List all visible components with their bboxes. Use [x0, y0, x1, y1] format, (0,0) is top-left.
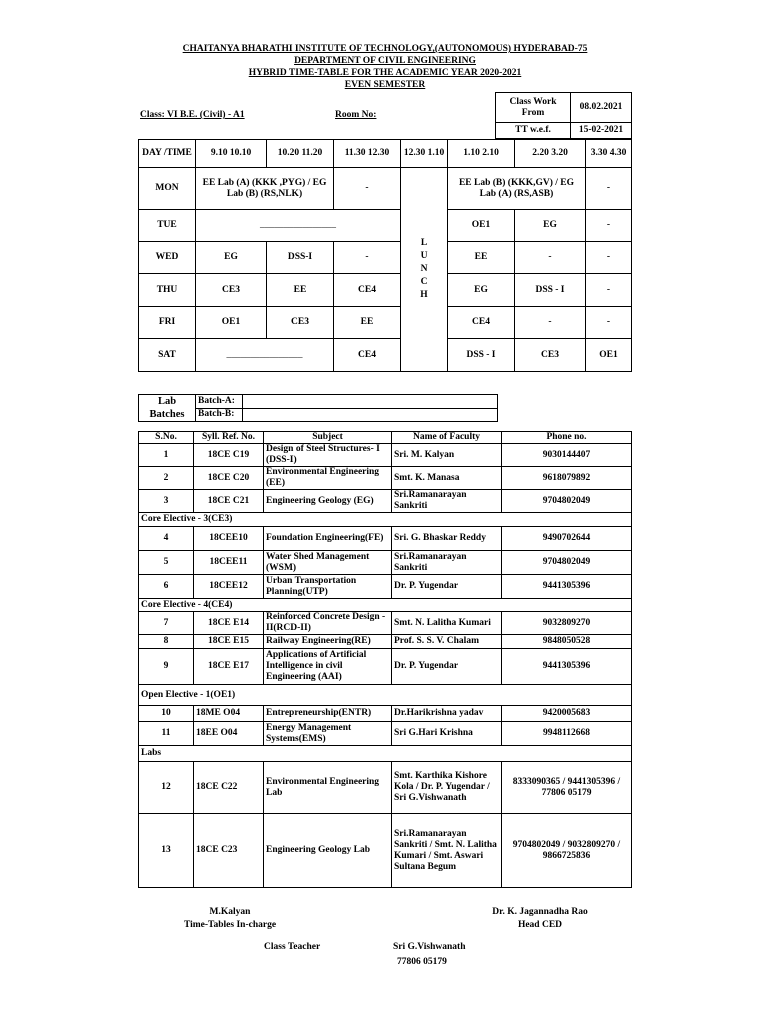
- time-row: [139, 140, 632, 168]
- subject: Energy Management Systems(EMS): [264, 722, 392, 746]
- class-label: Class: VI B.E. (Civil) - A1: [140, 110, 245, 120]
- syll-ref: 18CEE10: [194, 527, 264, 551]
- subject: Applications of Artificial Intelligence in civil Engineering (AAI): [264, 649, 392, 685]
- row-tue: [139, 210, 632, 242]
- phone: 9618079892: [502, 467, 632, 490]
- incharge-name: M.Kalyan: [209, 907, 251, 917]
- header-subject: Subject: [264, 432, 392, 444]
- row-sat: [139, 339, 632, 372]
- room-label: Room No:: [335, 110, 377, 120]
- phone: 9704802049 / 9032809270 / 9866725836: [502, 814, 632, 888]
- department-title: DEPARTMENT OF CIVIL ENGINEERING: [294, 56, 476, 66]
- phone: 9420005683: [502, 706, 632, 722]
- core-elective-4-label: Core Elective - 4(CE4): [139, 599, 632, 612]
- syll-ref: 18CE C23: [194, 814, 264, 888]
- batch-a-label: Batch-A:: [196, 395, 243, 409]
- lab-batches-table: [138, 394, 498, 422]
- syll-ref: 18CE E17: [194, 649, 264, 685]
- head-of-department: [470, 906, 610, 932]
- table-row: [139, 527, 632, 551]
- faculty: Smt. Karthika Kishore Kola / Dr. P. Yugendar / Sri G.Vishwanath: [392, 762, 502, 814]
- day-tue: TUE: [139, 210, 196, 242]
- mon-morning-lab: EE Lab (A) (KKK ,PYG) / EG Lab (B) (RS,NLK): [196, 168, 334, 210]
- syll-ref: 18CE C22: [194, 762, 264, 814]
- core-elective-3-label: Core Elective - 3(CE3): [139, 513, 632, 527]
- faculty: Smt. K. Manasa: [392, 467, 502, 490]
- tue-slot-6: EG: [515, 210, 586, 242]
- day-time-header: DAY /TIME: [139, 140, 196, 168]
- subjects-header-row: [139, 432, 632, 444]
- tue-slot-7: -: [586, 210, 632, 242]
- sno: 13: [139, 814, 194, 888]
- header-faculty: Name of Faculty: [392, 432, 502, 444]
- wed-slot-7: -: [586, 242, 632, 274]
- faculty: Sri.Ramanarayan Sankriti: [392, 490, 502, 513]
- sno: 9: [139, 649, 194, 685]
- mon-afternoon-lab: EE Lab (B) (KKK,GV) / EG Lab (A) (RS,ASB): [448, 168, 586, 210]
- class-teacher-phone: 77806 05179: [397, 957, 447, 967]
- lunch-letter: N: [420, 264, 428, 274]
- tue-slot-5: OE1: [448, 210, 515, 242]
- table-row: [139, 551, 632, 575]
- subject: Engineering Geology (EG): [264, 490, 392, 513]
- institute-title: CHAITANYA BHARATHI INSTITUTE OF TECHNOLOGY,(AUTONOMOUS) HYDERABAD-75: [182, 44, 588, 54]
- header-phone: Phone no.: [502, 432, 632, 444]
- table-row: [139, 467, 632, 490]
- day-sat: SAT: [139, 339, 196, 372]
- table-row: [139, 635, 632, 649]
- time-slot-5: 1.10 2.10: [448, 140, 515, 168]
- syll-ref: 18CE C21: [194, 490, 264, 513]
- time-slot-4: 12.30 1.10: [401, 140, 448, 168]
- subject: Railway Engineering(RE): [264, 635, 392, 649]
- lab-batches-label: Lab Batches: [139, 395, 196, 422]
- mon-slot-7: -: [586, 168, 632, 210]
- table-row: [139, 762, 632, 814]
- subject: Engineering Geology Lab: [264, 814, 392, 888]
- header-sno: S.No.: [139, 432, 194, 444]
- syll-ref: 18CE E14: [194, 612, 264, 635]
- row-mon: [139, 168, 632, 210]
- time-slot-1: 9.10 10.10: [196, 140, 267, 168]
- mon-slot-3: -: [334, 168, 401, 210]
- table-row: [139, 575, 632, 599]
- day-fri: FRI: [139, 307, 196, 339]
- wed-slot-5: EE: [448, 242, 515, 274]
- table-row: [139, 444, 632, 467]
- sno: 4: [139, 527, 194, 551]
- tt-date: 15-02-2021: [571, 123, 632, 139]
- row-fri: [139, 307, 632, 339]
- classwork-label: Class Work From: [496, 93, 571, 123]
- thu-slot-3: CE4: [334, 274, 401, 307]
- section-row: [139, 599, 632, 612]
- subject: Design of Steel Structures- I (DSS-I): [264, 444, 392, 467]
- semester-title: EVEN SEMESTER: [344, 80, 426, 90]
- phone: 9848050528: [502, 635, 632, 649]
- sno: 8: [139, 635, 194, 649]
- faculty: Dr. P. Yugendar: [392, 575, 502, 599]
- sno: 12: [139, 762, 194, 814]
- sno: 3: [139, 490, 194, 513]
- phone: 9030144407: [502, 444, 632, 467]
- sat-morning-blank: ________________: [196, 339, 334, 372]
- phone: 9704802049: [502, 490, 632, 513]
- table-row: [139, 490, 632, 513]
- section-row: [139, 513, 632, 527]
- faculty: Prof. S. S. V. Chalam: [392, 635, 502, 649]
- lunch-break: [401, 168, 448, 372]
- faculty: Smt. N. Lalitha Kumari: [392, 612, 502, 635]
- table-row: [139, 722, 632, 746]
- subject: Entrepreneurship(ENTR): [264, 706, 392, 722]
- phone: 8333090365 / 9441305396 / 77806 05179: [502, 762, 632, 814]
- header-ref: Syll. Ref. No.: [194, 432, 264, 444]
- incharge-title: Time-Tables In-charge: [183, 920, 277, 930]
- subject: Environmental Engineering Lab: [264, 762, 392, 814]
- thu-slot-1: CE3: [196, 274, 267, 307]
- section-row: [139, 746, 632, 762]
- phone: 9032809270: [502, 612, 632, 635]
- syll-ref: 18EE O04: [194, 722, 264, 746]
- faculty: Dr. P. Yugendar: [392, 649, 502, 685]
- timetable-title: HYBRID TIME-TABLE FOR THE ACADEMIC YEAR 2020-2021: [248, 68, 522, 78]
- sno: 1: [139, 444, 194, 467]
- subject: Urban Transportation Planning(UTP): [264, 575, 392, 599]
- sat-slot-3: CE4: [334, 339, 401, 372]
- lunch-letter: L: [420, 238, 428, 248]
- sno: 7: [139, 612, 194, 635]
- sno: 10: [139, 706, 194, 722]
- thu-slot-7: -: [586, 274, 632, 307]
- labs-label: Labs: [139, 746, 632, 762]
- syll-ref: 18CE E15: [194, 635, 264, 649]
- fri-slot-2: CE3: [267, 307, 334, 339]
- thu-slot-5: EG: [448, 274, 515, 307]
- wed-slot-3: -: [334, 242, 401, 274]
- faculty: Sri. G. Bhaskar Reddy: [392, 527, 502, 551]
- faculty: Dr.Harikrishna yadav: [392, 706, 502, 722]
- fri-slot-6: -: [515, 307, 586, 339]
- table-row: [139, 612, 632, 635]
- row-thu: [139, 274, 632, 307]
- phone: 9704802049: [502, 551, 632, 575]
- wed-slot-6: -: [515, 242, 586, 274]
- tt-label: TT w.e.f.: [496, 123, 571, 139]
- batch-b-value: [243, 408, 498, 422]
- subjects-table: [138, 431, 632, 888]
- subject: Water Shed Management (WSM): [264, 551, 392, 575]
- day-wed: WED: [139, 242, 196, 274]
- subject: Reinforced Concrete Design - II(RCD-II): [264, 612, 392, 635]
- faculty: Sri.Ramanarayan Sankriti / Smt. N. Lalitha Kumari / Smt. Aswari Sultana Begum: [392, 814, 502, 888]
- sno: 11: [139, 722, 194, 746]
- class-teacher-label: Class Teacher: [264, 942, 321, 952]
- sno: 5: [139, 551, 194, 575]
- fri-slot-7: -: [586, 307, 632, 339]
- batch-a-value: [243, 395, 498, 409]
- hod-name: Dr. K. Jagannadha Rao: [492, 907, 588, 917]
- wed-slot-1: EG: [196, 242, 267, 274]
- syll-ref: 18CE C19: [194, 444, 264, 467]
- time-slot-2: 10.20 11.20: [267, 140, 334, 168]
- wed-slot-2: DSS-I: [267, 242, 334, 274]
- section-row: [139, 685, 632, 706]
- table-row: [139, 706, 632, 722]
- lunch-letter: C: [420, 277, 428, 287]
- syll-ref: 18CEE12: [194, 575, 264, 599]
- phone: 9441305396: [502, 649, 632, 685]
- day-thu: THU: [139, 274, 196, 307]
- day-mon: MON: [139, 168, 196, 210]
- subject: Foundation Engineering(FE): [264, 527, 392, 551]
- faculty: Sri.Ramanarayan Sankriti: [392, 551, 502, 575]
- sno: 6: [139, 575, 194, 599]
- hod-title: Head CED: [517, 920, 563, 930]
- phone: 9490702644: [502, 527, 632, 551]
- thu-slot-6: DSS - I: [515, 274, 586, 307]
- fri-slot-5: CE4: [448, 307, 515, 339]
- lunch-letter: U: [420, 251, 428, 261]
- phone: 9948112668: [502, 722, 632, 746]
- phone: 9441305396: [502, 575, 632, 599]
- lunch-letter: H: [420, 290, 428, 300]
- row-wed: [139, 242, 632, 274]
- table-row: [139, 649, 632, 685]
- time-slot-7: 3.30 4.30: [586, 140, 632, 168]
- open-elective-label: Open Elective - 1(OE1): [139, 685, 632, 706]
- syll-ref: 18CEE11: [194, 551, 264, 575]
- sat-slot-7: OE1: [586, 339, 632, 372]
- batch-b-label: Batch-B:: [196, 408, 243, 422]
- timetable-incharge: [170, 906, 290, 932]
- tue-morning-blank: ________________: [196, 210, 401, 242]
- faculty: Sri. M. Kalyan: [392, 444, 502, 467]
- classwork-date: 08.02.2021: [571, 93, 632, 123]
- time-slot-3: 11.30 12.30: [334, 140, 401, 168]
- classwork-table: [495, 92, 632, 139]
- time-slot-6: 2.20 3.20: [515, 140, 586, 168]
- syll-ref: 18ME O04: [194, 706, 264, 722]
- table-row: [139, 814, 632, 888]
- sat-slot-6: CE3: [515, 339, 586, 372]
- syll-ref: 18CE C20: [194, 467, 264, 490]
- faculty: Sri G.Hari Krishna: [392, 722, 502, 746]
- thu-slot-2: EE: [267, 274, 334, 307]
- fri-slot-3: EE: [334, 307, 401, 339]
- class-teacher-name: Sri G.Vishwanath: [393, 942, 466, 952]
- sat-slot-5: DSS - I: [448, 339, 515, 372]
- timetable: [138, 139, 632, 372]
- fri-slot-1: OE1: [196, 307, 267, 339]
- sno: 2: [139, 467, 194, 490]
- subject: Environmental Engineering (EE): [264, 467, 392, 490]
